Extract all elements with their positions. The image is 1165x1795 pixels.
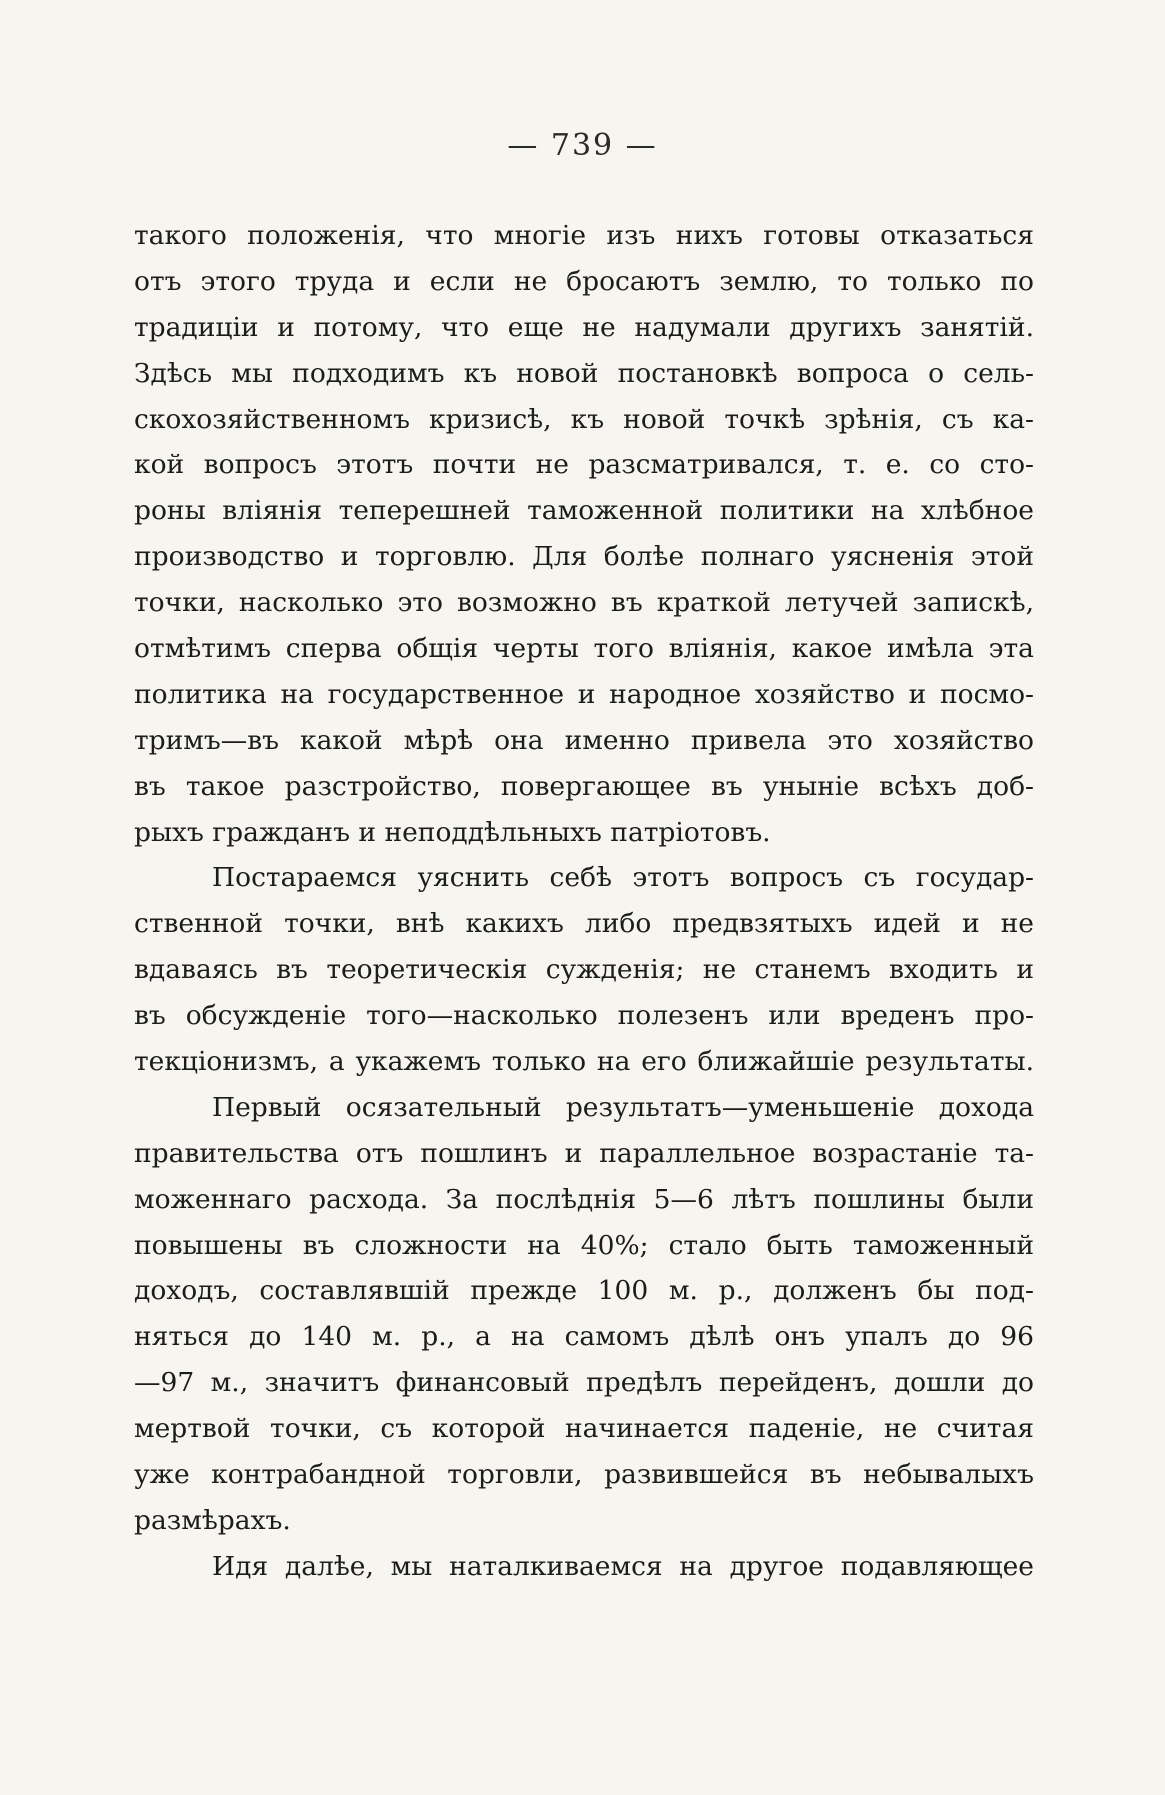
text-line: традиціи и потому, что еще не надумали другихъ занятій. — [134, 311, 1034, 343]
text-line: няться до 140 м. р., а на самомъ дѣлѣ онъ упалъ до 96 — [134, 1321, 1034, 1353]
text-line: роны вліянія теперешней таможенной политики на хлѣбное — [134, 495, 1034, 527]
text-line: Первый осязательный результатъ—уменьшеніе дохода — [212, 1091, 1034, 1123]
text-line: ственной точки, внѣ какихъ либо предвзятыхъ идей и не — [134, 908, 1034, 940]
text-line: въ такое разстройство, повергающее въ уныніе всѣхъ доб- — [134, 770, 1034, 802]
text-line: отмѣтимъ сперва общія черты того вліянія, какое имѣла эта — [134, 633, 1034, 665]
text-line: въ обсужденіе того—насколько полезенъ или вреденъ про- — [134, 1000, 1034, 1032]
text-line: текціонизмъ, а укажемъ только на его ближайшіе результаты. — [134, 1046, 1034, 1078]
text-line: Постараемся уяснить себѣ этотъ вопросъ съ государ- — [212, 862, 1034, 894]
text-line: Идя далѣе, мы наталкиваемся на другое подавляющее — [212, 1550, 1034, 1582]
text-line: размѣрахъ. — [134, 1504, 291, 1536]
text-line: повышены въ сложности на 40%; стало быть таможенный — [134, 1229, 1034, 1261]
text-line: уже контрабандной торговли, развившейся въ небывалыхъ — [134, 1459, 1034, 1491]
text-line: моженнаго расхода. За послѣднія 5—6 лѣтъ пошлины были — [134, 1183, 1034, 1215]
text-line: политика на государственное и народное хозяйство и посмо- — [134, 678, 1034, 710]
text-line: правительства отъ пошлинъ и параллельное возрастаніе та- — [134, 1137, 1034, 1169]
text-line: отъ этого труда и если не бросаютъ землю, то только по — [134, 265, 1034, 297]
text-line: доходъ, составлявшій прежде 100 м. р., долженъ бы под- — [134, 1275, 1034, 1307]
text-line: —97 м., значитъ финансовый предѣлъ перейденъ, дошли до — [134, 1367, 1034, 1399]
text-line: производство и торговлю. Для болѣе полнаго уясненія этой — [134, 541, 1034, 573]
text-line: мертвой точки, съ которой начинается паденіе, не считая — [134, 1413, 1034, 1445]
text-line: точки, насколько это возможно въ краткой летучей запискѣ, — [134, 587, 1034, 619]
text-line: скохозяйственномъ кризисѣ, къ новой точкѣ зрѣнія, съ ка- — [134, 403, 1034, 435]
text-line: тримъ—въ какой мѣрѣ она именно привела это хозяйство — [134, 724, 1034, 756]
text-line: рыхъ гражданъ и неподдѣльныхъ патріотовъ. — [134, 816, 771, 848]
text-line: Здѣсь мы подходимъ къ новой постановкѣ вопроса о сель- — [134, 357, 1034, 389]
page-number: — 739 — — [507, 128, 658, 163]
body-text — [134, 213, 1034, 1590]
text-line: вдаваясь въ теоретическія сужденія; не станемъ входить и — [134, 954, 1034, 986]
text-line: кой вопросъ этотъ почти не разсматривался, т. е. со сто- — [134, 449, 1034, 481]
text-line: такого положенія, что многіе изъ нихъ готовы отказаться — [134, 220, 1034, 251]
